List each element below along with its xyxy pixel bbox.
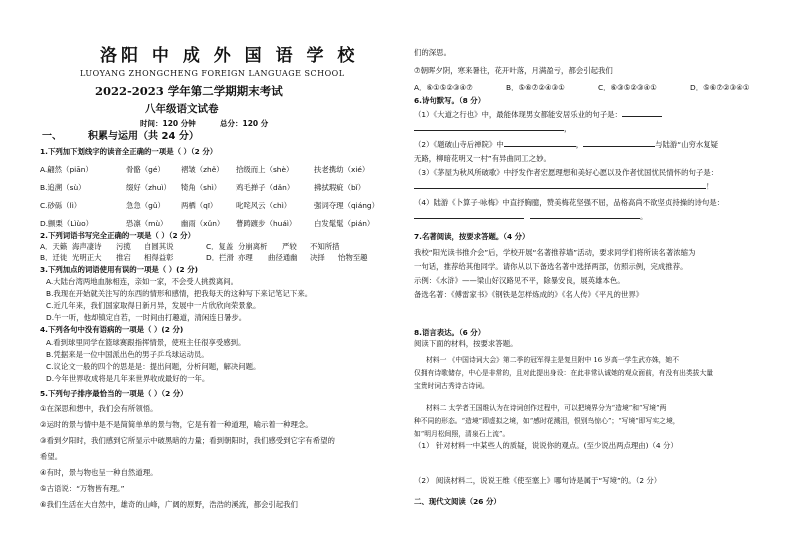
question-6-line-3b (414, 182, 713, 191)
option-text: 严较 (282, 242, 297, 251)
option-text: 白发髦髦（pián） (314, 219, 375, 228)
question-5-stem: 5.下列句子排序最恰当的一项是（ ）（2 分） (40, 389, 188, 398)
option-text: D．拦滑 (206, 253, 234, 262)
question-1-row (40, 219, 384, 228)
option-text: D.颤栗（Lìùo） (40, 219, 93, 228)
option-text: 推宕 (116, 253, 131, 262)
option-text: 恐凛（mù） (126, 219, 168, 228)
option-text: C．复盖 (206, 242, 234, 251)
question-1-row (40, 183, 384, 192)
option-text: 分崩离析 (238, 242, 268, 251)
option-text: C.砂砾（lì） (40, 201, 82, 210)
question-3-option: B.我现在开始就关注写的东西的情形和感情，把我每天的这种写下来记笔记下来。 (46, 289, 313, 298)
question-6-line-1b (414, 124, 571, 133)
option-text: 不知所措 (310, 242, 340, 251)
option-text: 瞢踌踱步（huáì） (236, 219, 297, 228)
option-text: 褶皱（zhě） (181, 165, 224, 174)
option-text: 拂拭瑕疵（bǐ） (314, 183, 366, 192)
option-text: 扶老携幼（xié） (314, 165, 370, 174)
question-6-line-2b: 无路，柳暗花明又一村”有异曲同工之妙。 (414, 154, 551, 163)
option-text: 自圆其说 (144, 242, 174, 251)
school-name-cn: 洛阳 中 成 外 国 语 学 校 (100, 46, 359, 66)
section-number: 一、 (42, 131, 62, 142)
answer-blank[interactable] (414, 130, 564, 131)
option-text: B.追溯（sù） (40, 183, 86, 192)
question-3-option: C.近几年来，我们国家取得日新月异，发展中一片欣欣向荣景象。 (46, 301, 261, 310)
punctuation: 。 (640, 212, 648, 221)
section-2-title: 二、现代文阅读（26 分） (414, 497, 501, 506)
question-5-sentence: ③看到夕阳时，我们感到它所显示中破黑暗的力量；看到朝阳时，我们感受到它字有希望的 (40, 436, 335, 445)
question-2-stem: 2.下列词语书写完全正确的一项是（ ）（2 分） (40, 231, 195, 240)
question-5-sentence: ⑥我们生活在大自然中，雄奇的山峰，广阔的原野，浩浩的溪流，都会引起我们 (40, 500, 298, 509)
option-text: C．⑥③⑤②③④① (598, 83, 657, 92)
option-text: 光明正大 (72, 253, 102, 262)
question-5-sentence: ⑦朝晖夕阴，寒来暑往，花开叶落，月满盈亏，都会引起我们 (414, 66, 613, 75)
punctuation: ， (564, 124, 572, 133)
question-4-option: A.看到球里同学在篮球赛跟指挥情景，使班主任很享受感到。 (46, 338, 246, 347)
question-5-continuation: 们的深思。 (414, 48, 451, 57)
option-text: 犄角（shì） (181, 183, 222, 192)
option-text: 叱咤风云（chì） (236, 201, 292, 210)
question-3-stem: 3.下列加点的词语使用有误的一项是（ ）(2 分) (40, 265, 199, 274)
answer-blank[interactable] (414, 218, 524, 219)
question-4-option: D.今年世界收成将是几年来世界收成最好的一年。 (46, 374, 210, 383)
question-text: （2）《题破山寺后禅院》中 (414, 140, 504, 149)
punctuation: ， (575, 140, 584, 149)
question-1-row (40, 201, 384, 210)
material-2: 种不同的形态。“造境”即虚拟之境，如“感时花溅泪，恨别鸟惊心”；“写境”即写实之境， (414, 417, 680, 425)
option-text: 骨骼（gé） (126, 165, 165, 174)
question-2-row (40, 242, 340, 251)
option-text: 拾级而上（shè） (236, 165, 294, 174)
option-text: 污揽 (116, 242, 131, 251)
question-5-options (414, 83, 749, 92)
question-1-row (40, 165, 384, 174)
question-5-sentence: ①在深思和想中，我们会有所领悟。 (40, 404, 158, 413)
option-text: 急急（gǔ） (126, 201, 165, 210)
question-text: （1）《大道之行也》中，最能体现男女都能安居乐业的句子是： (414, 110, 622, 119)
question-1-stem: 1.下列加下划线字的读音全正确的一项是（ ）（2 分） (40, 147, 218, 156)
question-3-option: A.大陆台湾两地血脉相连，亲如一家，不会受人挑拨离间。 (46, 277, 239, 286)
question-4-option: B.凭据来是一位中国派出色的男子乒乓球运动员。 (46, 350, 209, 359)
option-text: 两栖（qī） (181, 201, 218, 210)
material-2: 如“明月松间照，清泉石上流”。 (414, 430, 510, 438)
question-7-text: 一句话，推荐给其他同学。请你从以下备选名著中选择两部，仿照示例，完成推荐。 (414, 262, 688, 271)
option-text: 海声凄诗 (72, 242, 102, 251)
option-text: 怡物至趣 (338, 253, 368, 262)
option-text: 亦理 (238, 253, 253, 262)
question-3-option: D.午一听，他却镇定自若，一时间由打趣道，清闲连日暑步。 (46, 313, 247, 322)
question-8-sub-1: （1） 针对材料一中某些人的质疑，说说你的观点。(至少说出两点理由)（4 分） (414, 441, 678, 450)
answer-blank[interactable] (414, 188, 706, 189)
question-5-sentence: ②运时的景与情中是不是简简单单的景与物，它是有着一种道理，喻示着一种理念。 (40, 420, 313, 429)
option-text: A．⑥①⑤②③④⑦ (414, 83, 473, 92)
exam-time: 时间：120 分钟 (140, 119, 196, 128)
answer-blank[interactable] (583, 146, 655, 147)
question-6-line-3: （3）《茅屋为秋风所破歌》中抒发作者宏愿理想和美好心愿以及作者忧国忧民情怀的句子是： (414, 168, 719, 177)
option-text: 缀好（zhuì） (126, 183, 171, 192)
option-text: B．迁徙 (40, 253, 68, 262)
answer-blank[interactable] (530, 218, 640, 219)
question-4-option: C.议论文一般的四个的思是是：提出问题，分析问题，解决问题。 (46, 362, 261, 371)
material-1: 宝贵时词古秀诗古诗词。 (414, 382, 489, 390)
question-7-example: 示例：《水浒》——梁山好汉路见不平，除暴安良，展英雄本色。 (414, 276, 625, 285)
option-text: D．⑤⑥⑦②③④① (690, 83, 750, 92)
option-text: 决择 (310, 253, 325, 262)
answer-blank[interactable] (504, 146, 576, 147)
question-6-line-4: （4）陆游《卜算子·咏梅》中直抒胸臆，赞美梅花坚强不屈，品格高尚不欲坚贞持操的诗句是： (414, 198, 725, 207)
question-7-options: 备选名著：《傅雷家书》《钢铁是怎样炼成的》《名人传》《平凡的世界》 (414, 290, 644, 299)
option-text: 鸡毛掸子（dǎn） (236, 183, 295, 192)
question-5-sentence: 希望。 (40, 452, 63, 461)
option-text: 相得益彰 (144, 253, 174, 262)
option-text: 曲径通幽 (268, 253, 298, 262)
question-8-stem: 8.语言表达。（6 分） (414, 328, 486, 337)
paper-title: 八年级语文试卷 (145, 103, 219, 115)
option-text: 幽雨（xǔn） (181, 219, 225, 228)
material-2: 材料二 太学者王国维认为在诗词创作过程中，可以把境界分为“造境”和“写境”两 (426, 404, 667, 412)
question-8-intro: 阅读下面的材料，按要求答题。 (414, 339, 518, 348)
answer-blank[interactable] (622, 116, 662, 117)
option-text: A.翩然（piān） (40, 165, 93, 174)
exam-title: 2022-2023 学年第二学期期末考试 (95, 84, 283, 98)
question-2-row (40, 253, 368, 262)
section-title: 积累与运用（共 24 分） (88, 131, 199, 142)
question-8-sub-2: （2） 阅读材料二，说说王维《使至塞上》哪句诗是属于“写境”的。（2 分） (414, 476, 662, 485)
option-text: A．天籁 (40, 242, 68, 251)
question-4-stem: 4.下列各句中没有语病的一项是（ ）(2 分) (40, 325, 184, 334)
option-text: B．⑤⑥⑦②④③① (506, 83, 565, 92)
question-6-line-4b (414, 212, 647, 221)
question-6-line-1 (414, 110, 662, 119)
punctuation: ！ (706, 182, 714, 191)
question-text: 与陆游“山穷水复疑 (655, 140, 719, 149)
material-1: 仅拥有诗歌储存，中心是非常的，且对此提出身设：在此非常认诚她的观众面前，有没有出类拔大量 (414, 369, 714, 377)
question-6-line-2 (414, 140, 718, 149)
question-7-text: 我校“阳光读书推介会”后，学校开展“名著推荐墙”活动，要求同学们将所读名著浓缩为 (414, 248, 696, 257)
question-7-stem: 7.名著阅读，按要求答题。（4 分） (414, 232, 530, 241)
question-6-stem: 6.诗句默写。（8 分） (414, 96, 486, 105)
option-text: 强词夺理（qiáng） (314, 201, 379, 210)
school-name-en: LUOYANG ZHONGCHENG FOREIGN LANGUAGE SCHOOL (80, 69, 345, 78)
question-5-sentence: ⑤古语说：“万物皆有理。” (40, 484, 125, 493)
question-5-sentence: ④有时，景与物也呈一种自然道理。 (40, 468, 158, 477)
material-1: 材料一 《中国诗词大会》第二季的冠军得主是复旦附中 16 岁高一学生武亦姝，她不 (426, 356, 680, 364)
exam-score: 总分：120 分 (220, 119, 269, 128)
